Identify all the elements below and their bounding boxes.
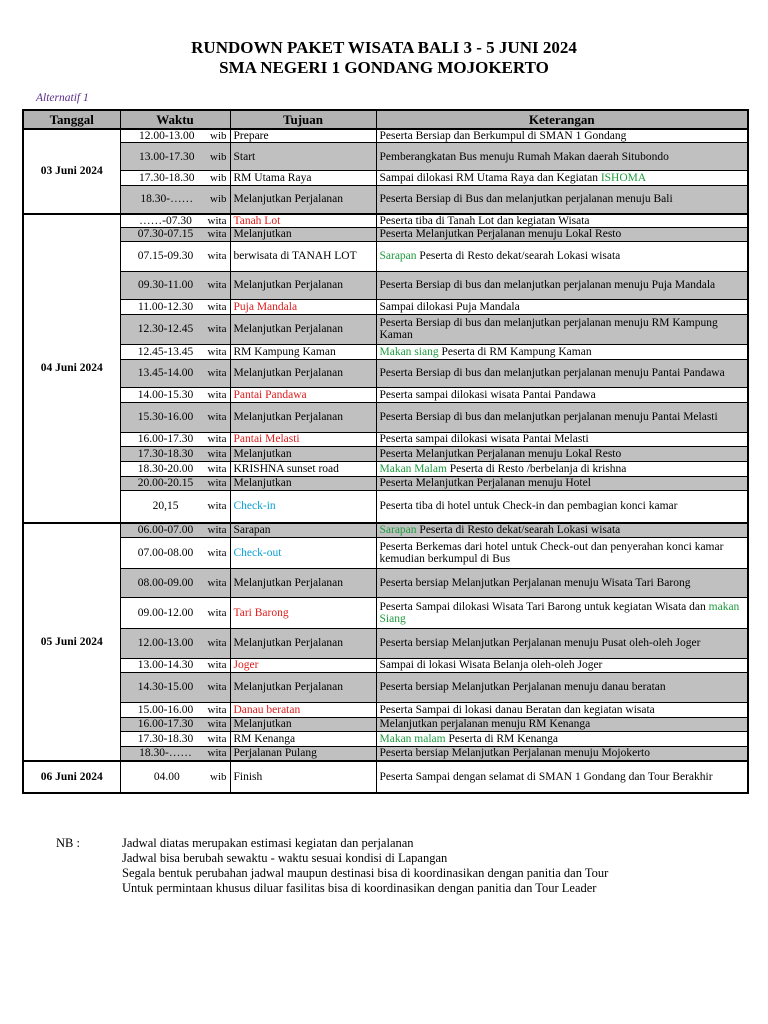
note-cell bbox=[376, 761, 748, 793]
table-row bbox=[23, 731, 748, 746]
time-value: 20,15 bbox=[152, 500, 179, 513]
note-segment: Peserta Bersiap di bus dan melanjutkan perjalanan menuju Pantai Pandawa bbox=[379, 367, 725, 379]
time-cell bbox=[120, 523, 230, 537]
note-segment: Sarapan bbox=[379, 524, 417, 537]
table-row bbox=[23, 476, 748, 490]
note-segment: Peserta Bersiap dan Berkumpul di SMAN 1 Gondang bbox=[379, 130, 627, 142]
table-row bbox=[23, 446, 748, 461]
time-zone: wita bbox=[207, 300, 227, 313]
note-cell bbox=[376, 299, 748, 314]
time-value: 07.00-08.00 bbox=[137, 546, 194, 559]
note-segment: Peserta Melanjutkan Perjalanan menuju Lokal Resto bbox=[379, 228, 622, 240]
time-value: 20.00-20.15 bbox=[137, 477, 194, 489]
time-zone: wita bbox=[207, 345, 227, 358]
column-header-tanggal: Tanggal bbox=[23, 110, 120, 129]
time-value: 18.30-…… bbox=[140, 193, 194, 206]
time-zone: wita bbox=[207, 732, 227, 745]
time-cell bbox=[120, 186, 230, 214]
destination-cell: Check-out bbox=[230, 537, 376, 568]
note-segment: Peserta di Resto /berbelanja di krishna bbox=[446, 462, 627, 475]
note-line: Jadwal diatas merupakan estimasi kegiatan dan perjalanan bbox=[122, 836, 414, 850]
destination-cell: Melanjutkan Perjalanan bbox=[230, 568, 376, 597]
time-value: 13.45-14.00 bbox=[137, 367, 194, 379]
table-row bbox=[23, 761, 748, 793]
destination-cell: Melanjutkan bbox=[230, 717, 376, 731]
destination-cell: Melanjutkan Perjalanan bbox=[230, 402, 376, 432]
note-segment: Peserta Bersiap di bus dan melanjutkan perjalanan menuju Puja Mandala bbox=[379, 279, 716, 291]
destination-cell: Melanjutkan Perjalanan bbox=[230, 271, 376, 299]
table-row bbox=[23, 214, 748, 228]
note-segment: Peserta sampai dilokasi wisata Pantai Pandawa bbox=[379, 388, 596, 401]
table-row bbox=[23, 490, 748, 523]
time-cell bbox=[120, 143, 230, 171]
note-segment: Peserta Melanjutkan Perjalanan menuju Hotel bbox=[379, 477, 591, 489]
table-row bbox=[23, 186, 748, 214]
time-value: 15.00-16.00 bbox=[137, 703, 194, 716]
time-zone: wita bbox=[207, 606, 227, 619]
destination-cell: Finish bbox=[230, 761, 376, 793]
note-segment: Peserta di Resto dekat/searah Lokasi wisata bbox=[416, 250, 621, 262]
time-value: 12.00-13.00 bbox=[137, 637, 194, 649]
time-cell bbox=[120, 171, 230, 186]
time-cell bbox=[120, 568, 230, 597]
destination-cell: RM Kampung Kaman bbox=[230, 344, 376, 359]
time-zone: wita bbox=[207, 323, 227, 335]
table-row bbox=[23, 658, 748, 672]
time-zone: wita bbox=[207, 214, 227, 227]
date-cell: 03 Juni 2024 bbox=[23, 129, 120, 214]
note-segment: Sampai dilokasi RM Utama Raya dan Kegiatan bbox=[379, 172, 601, 184]
note-cell bbox=[376, 597, 748, 628]
page-subtitle: SMA NEGERI 1 GONDANG MOJOKERTO bbox=[219, 58, 549, 77]
time-cell bbox=[120, 476, 230, 490]
note-line: Jadwal bisa berubah sewaktu - waktu sesuai kondisi di Lapangan bbox=[122, 851, 448, 865]
time-cell bbox=[120, 344, 230, 359]
note-cell bbox=[376, 628, 748, 658]
time-cell bbox=[120, 628, 230, 658]
destination-cell: Melanjutkan Perjalanan bbox=[230, 359, 376, 387]
note-segment: Peserta bersiap Melanjutkan Perjalanan menuju Pusat oleh-oleh Joger bbox=[379, 637, 701, 649]
note-cell bbox=[376, 402, 748, 432]
time-zone: wita bbox=[207, 388, 227, 401]
time-zone: wita bbox=[207, 524, 227, 537]
table-row bbox=[23, 672, 748, 702]
table-row bbox=[23, 402, 748, 432]
destination-cell: Puja Mandala bbox=[230, 299, 376, 314]
note-cell bbox=[376, 241, 748, 271]
destination-cell: Check-in bbox=[230, 490, 376, 523]
note-label: NB : bbox=[56, 836, 80, 850]
table-row bbox=[23, 241, 748, 271]
note-cell bbox=[376, 537, 748, 568]
time-zone: wita bbox=[207, 279, 227, 291]
note-cell bbox=[376, 717, 748, 731]
note-cell bbox=[376, 446, 748, 461]
date-cell: 06 Juni 2024 bbox=[23, 761, 120, 793]
page-title: RUNDOWN PAKET WISATA BALI 3 - 5 JUNI 2024 bbox=[191, 38, 577, 57]
time-value: 18.30-20.00 bbox=[137, 462, 194, 475]
time-cell bbox=[120, 299, 230, 314]
time-value: ……-07.30 bbox=[139, 214, 192, 227]
note-segment: Peserta sampai dilokasi wisata Pantai Melasti bbox=[379, 433, 589, 445]
time-cell bbox=[120, 402, 230, 432]
table-row bbox=[23, 432, 748, 446]
table-header-row bbox=[23, 110, 748, 129]
time-zone: wib bbox=[210, 150, 227, 163]
destination-cell: Melanjutkan bbox=[230, 446, 376, 461]
destination-cell: Melanjutkan Perjalanan bbox=[230, 186, 376, 214]
table-row bbox=[23, 461, 748, 476]
table-row bbox=[23, 628, 748, 658]
time-cell bbox=[120, 359, 230, 387]
note-cell bbox=[376, 731, 748, 746]
time-value: 17.30-18.30 bbox=[137, 447, 194, 460]
note-cell bbox=[376, 171, 748, 186]
time-zone: wita bbox=[207, 637, 227, 649]
time-zone: wita bbox=[207, 367, 227, 379]
time-value: 18.30-…… bbox=[139, 747, 192, 760]
time-cell bbox=[120, 746, 230, 761]
time-value: 17.30-18.30 bbox=[138, 172, 195, 184]
table-row bbox=[23, 537, 748, 568]
note-segment: Sampai di lokasi Wisata Belanja oleh-oleh Joger bbox=[379, 659, 603, 671]
note-segment: Makan malam bbox=[379, 732, 446, 745]
destination-cell: RM Utama Raya bbox=[230, 171, 376, 186]
destination-cell: berwisata di TANAH LOT bbox=[230, 241, 376, 271]
time-cell bbox=[120, 672, 230, 702]
note-cell bbox=[376, 186, 748, 214]
note-cell bbox=[376, 523, 748, 537]
table-row bbox=[23, 227, 748, 241]
table-row bbox=[23, 597, 748, 628]
table-row bbox=[23, 568, 748, 597]
time-zone: wita bbox=[207, 447, 227, 460]
note-cell bbox=[376, 432, 748, 446]
time-zone: wita bbox=[207, 546, 227, 559]
time-zone: wita bbox=[207, 228, 227, 240]
note-segment: Peserta Sampai di lokasi danau Beratan dan kegiatan wisata bbox=[379, 703, 655, 716]
time-value: 12.45-13.45 bbox=[137, 345, 194, 358]
note-cell bbox=[376, 672, 748, 702]
note-cell bbox=[376, 387, 748, 402]
time-value: 06.00-07.00 bbox=[137, 524, 194, 537]
time-cell bbox=[120, 227, 230, 241]
note-cell bbox=[376, 271, 748, 299]
destination-cell: Perjalanan Pulang bbox=[230, 746, 376, 761]
note-segment: Peserta di RM Kampung Kaman bbox=[438, 345, 592, 358]
time-cell bbox=[120, 432, 230, 446]
time-zone: wita bbox=[207, 659, 227, 671]
note-cell bbox=[376, 658, 748, 672]
time-zone: wib bbox=[210, 130, 227, 142]
time-value: 09.30-11.00 bbox=[137, 279, 194, 291]
time-value: 08.00-09.00 bbox=[137, 576, 194, 589]
schedule-table bbox=[22, 109, 749, 794]
note-segment: Makan siang bbox=[379, 345, 439, 358]
time-cell bbox=[120, 761, 230, 793]
destination-cell: Pantai Melasti bbox=[230, 432, 376, 446]
note-segment: ISHOMA bbox=[600, 172, 647, 184]
time-zone: wita bbox=[207, 576, 227, 589]
note-segment: Sarapan bbox=[379, 250, 417, 262]
time-value: 11.00-12.30 bbox=[137, 300, 194, 313]
time-cell bbox=[120, 461, 230, 476]
destination-cell: Danau beratan bbox=[230, 702, 376, 717]
destination-cell: Tari Barong bbox=[230, 597, 376, 628]
note-segment: Pemberangkatan Bus menuju Rumah Makan daerah Situbondo bbox=[379, 150, 669, 163]
time-value: 09.00-12.00 bbox=[137, 606, 194, 619]
time-value: 12.00-13.00 bbox=[138, 130, 195, 142]
table-row bbox=[23, 746, 748, 761]
note-segment: Peserta di Resto dekat/searah Lokasi wisata bbox=[416, 524, 621, 537]
time-cell bbox=[120, 314, 230, 344]
note-cell bbox=[376, 359, 748, 387]
table-row bbox=[23, 702, 748, 717]
note-cell bbox=[376, 314, 748, 344]
time-zone: wita bbox=[207, 681, 227, 693]
note-cell bbox=[376, 702, 748, 717]
destination-cell: Tanah Lot bbox=[230, 214, 376, 228]
time-cell bbox=[120, 446, 230, 461]
time-zone: wita bbox=[207, 411, 227, 423]
time-cell bbox=[120, 271, 230, 299]
time-value: 16.00-17.30 bbox=[137, 433, 194, 445]
note-segment: Peserta Sampai dilokasi Wisata Tari Barong untuk kegiatan Wisata dan bbox=[379, 600, 709, 613]
time-cell bbox=[120, 214, 230, 228]
destination-cell: Melanjutkan bbox=[230, 476, 376, 490]
table-row bbox=[23, 129, 748, 143]
destination-cell: Pantai Pandawa bbox=[230, 387, 376, 402]
time-value: 16.00-17.30 bbox=[137, 718, 194, 730]
time-value: 04.00 bbox=[153, 771, 180, 783]
note-cell bbox=[376, 214, 748, 228]
note-segment: Sampai dilokasi Puja Mandala bbox=[379, 300, 520, 313]
note-segment: Peserta di RM Kenanga bbox=[445, 732, 559, 745]
destination-cell: Melanjutkan Perjalanan bbox=[230, 628, 376, 658]
time-value: 14.00-15.30 bbox=[137, 388, 194, 401]
column-header-waktu: Waktu bbox=[120, 110, 230, 129]
time-value: 07.30-07.15 bbox=[137, 228, 194, 240]
time-cell bbox=[120, 537, 230, 568]
time-cell bbox=[120, 702, 230, 717]
destination-cell: Melanjutkan Perjalanan bbox=[230, 672, 376, 702]
time-zone: wita bbox=[207, 462, 227, 475]
destination-cell: Melanjutkan Perjalanan bbox=[230, 314, 376, 344]
note-lines bbox=[122, 836, 608, 896]
alternative-label: Alternatif 1 bbox=[36, 92, 89, 104]
time-cell bbox=[120, 387, 230, 402]
note-cell bbox=[376, 461, 748, 476]
note-line: Untuk permintaan khusus diluar fasilitas bisa di koordinasikan dengan panitia dan Tour Leader bbox=[122, 881, 597, 895]
time-cell bbox=[120, 490, 230, 523]
time-value: 13.00-14.30 bbox=[137, 659, 194, 671]
time-value: 12.30-12.45 bbox=[137, 323, 194, 335]
time-cell bbox=[120, 129, 230, 143]
note-segment: Peserta Sampai dengan selamat di SMAN 1 Gondang dan Tour Berakhir bbox=[379, 771, 713, 783]
note-segment: Makan Malam bbox=[379, 462, 447, 475]
destination-cell: Prepare bbox=[230, 129, 376, 143]
date-cell: 04 Juni 2024 bbox=[23, 214, 120, 524]
table-row bbox=[23, 523, 748, 537]
time-value: 14.30-15.00 bbox=[137, 681, 194, 693]
note-cell bbox=[376, 143, 748, 171]
time-zone: wib bbox=[210, 172, 227, 184]
note-cell bbox=[376, 129, 748, 143]
note-segment: Peserta Bersiap di bus dan melanjutkan perjalanan menuju RM Kampung Kaman bbox=[379, 317, 718, 341]
destination-cell: Sarapan bbox=[230, 523, 376, 537]
time-cell bbox=[120, 717, 230, 731]
column-header-tujuan: Tujuan bbox=[230, 110, 376, 129]
time-value: 07.15-09.30 bbox=[137, 250, 194, 262]
time-zone: wita bbox=[207, 250, 227, 262]
destination-cell: Melanjutkan bbox=[230, 227, 376, 241]
note-segment: Peserta bersiap Melanjutkan Perjalanan menuju Mojokerto bbox=[379, 747, 650, 760]
note-segment: Peserta tiba di hotel untuk Check-in dan pembagian konci kamar bbox=[379, 500, 678, 513]
table-row bbox=[23, 143, 748, 171]
time-zone: wita bbox=[207, 500, 227, 513]
note-cell bbox=[376, 746, 748, 761]
note-segment: Peserta Bersiap di Bus dan melanjutkan perjalanan menuju Bali bbox=[379, 193, 673, 206]
destination-cell: Joger bbox=[230, 658, 376, 672]
note-segment: Peserta Berkemas dari hotel untuk Check-out dan penyerahan konci kamar kemudian berkumpul di Bus bbox=[379, 540, 724, 565]
note-segment: Melanjutkan perjalanan menuju RM Kenanga bbox=[379, 718, 591, 730]
time-zone: wita bbox=[207, 747, 227, 760]
note-cell bbox=[376, 490, 748, 523]
note-segment: Peserta bersiap Melanjutkan Perjalanan menuju danau beratan bbox=[379, 681, 666, 693]
note-segment: Peserta Bersiap di bus dan melanjutkan perjalanan menuju Pantai Melasti bbox=[379, 411, 718, 423]
date-cell: 05 Juni 2024 bbox=[23, 523, 120, 761]
note-segment: makan Siang bbox=[379, 600, 740, 625]
table-row bbox=[23, 717, 748, 731]
table-row bbox=[23, 171, 748, 186]
table-row bbox=[23, 387, 748, 402]
destination-cell: RM Kenanga bbox=[230, 731, 376, 746]
table-row bbox=[23, 314, 748, 344]
time-cell bbox=[120, 597, 230, 628]
note-line: Segala bentuk perubahan jadwal maupun destinasi bisa di koordinasikan dengan panitia dan Tour bbox=[122, 866, 609, 880]
note-cell bbox=[376, 476, 748, 490]
time-cell bbox=[120, 241, 230, 271]
note-segment: Peserta Melanjutkan Perjalanan menuju Lokal Resto bbox=[379, 447, 622, 460]
destination-cell: KRISHNA sunset road bbox=[230, 461, 376, 476]
time-zone: wib bbox=[210, 771, 227, 783]
note-cell bbox=[376, 568, 748, 597]
time-cell bbox=[120, 658, 230, 672]
time-value: 17.30-18.30 bbox=[137, 732, 194, 745]
schedule-body bbox=[23, 129, 748, 793]
note-cell bbox=[376, 344, 748, 359]
time-zone: wita bbox=[207, 477, 227, 489]
column-header-keterangan: Keterangan bbox=[376, 110, 748, 129]
table-row bbox=[23, 271, 748, 299]
time-zone: wita bbox=[207, 703, 227, 716]
note-segment: Peserta bersiap Melanjutkan Perjalanan menuju Wisata Tari Barong bbox=[379, 576, 691, 589]
time-value: 15.30-16.00 bbox=[137, 411, 194, 423]
table-row bbox=[23, 359, 748, 387]
note-segment: Peserta tiba di Tanah Lot dan kegiatan Wisata bbox=[379, 214, 590, 227]
destination-cell: Start bbox=[230, 143, 376, 171]
time-zone: wita bbox=[207, 718, 227, 730]
time-cell bbox=[120, 731, 230, 746]
table-row bbox=[23, 299, 748, 314]
table-row bbox=[23, 344, 748, 359]
note-cell bbox=[376, 227, 748, 241]
time-zone: wib bbox=[210, 193, 227, 206]
time-value: 13.00-17.30 bbox=[138, 150, 195, 163]
time-zone: wita bbox=[207, 433, 227, 445]
